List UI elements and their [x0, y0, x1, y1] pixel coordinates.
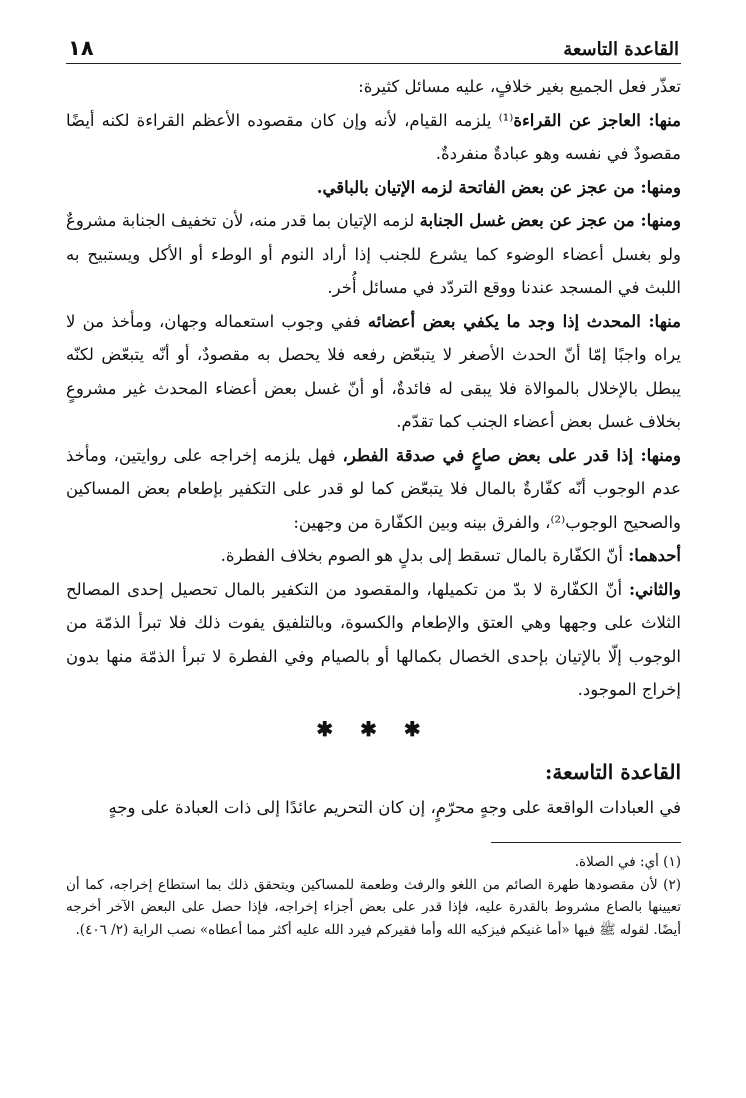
section-heading: القاعدة التاسعة: — [544, 759, 681, 784]
paragraph-text: تعذّر فعل الجميع بغير خلافٍ، عليه مسائل كثيرة: — [358, 77, 681, 96]
section-text: في العبادات الواقعة على وجهٍ محرّمٍ، إن كان التحريم عائدًا إلى ذات العبادة على وجهٍ — [108, 797, 681, 817]
paragraph-lead: ومنها: إذا قدر على بعض صاعٍ في صدقة الفطر، — [342, 445, 681, 465]
section-separator: ✱ ✱ ✱ — [316, 716, 431, 741]
book-page — [66, 28, 681, 1078]
paragraph-lead: والثاني: — [628, 579, 681, 599]
footnote-divider — [491, 842, 681, 843]
page-number: ١٨ — [68, 36, 94, 60]
footnote: (١) أي: في الصلاة. — [574, 854, 681, 870]
footnote: (٢) لأن مقصودها طهرة الصائم من اللغو والرفث وطعمة للمساكين ويتحقق ذلك بما استطاع إخراجه، كما أن تعيينها بالصاع مشروط بالقدرة عليه، فإذا قدر على بعض أجزاء إخراجه، فإذا حصل على البعض الآخر أخرجه أيضًا. لقوله ﷺ فيها «أما غنيكم فيزكيه الله وأما فقيركم فيرد الله عليه أكثر مما أعطاه» نصب الراية (٢/ ٤٠٦). — [66, 876, 681, 938]
paragraph-text: أنّ الكفّارة لا بدّ من تكميلها، والمقصود من التكفير بالمال تحصيل إحدى المصالح الثلاث على وجهها وهي العتق والإطعام والكسوة، وبالتلفيق يفوت ذلك فلا تبرأ الذمّة من الوجوب إلّا بالإتيان بإحدى الخصال بكمالها أو بالصيام وفي الفطرة لا تبرأ الذمّة منها بدون إخراج الموجود. — [66, 579, 681, 699]
paragraph — [66, 204, 681, 305]
paragraph — [66, 573, 681, 707]
paragraph-lead: ومنها: من عجز عن بعض غسل الجنابة — [419, 211, 681, 230]
paragraph-lead: منها: العاجز عن القراءة — [513, 110, 681, 130]
paragraph-text: فهل يلزمه إخراجه على روايتين، ومأخذ عدم الوجوب أنّه كفّارةٌ بالمال فلا يتبعّض كما لو قدر على التكفير بإطعام بعض المساكين والصحيح الوجوب⁽²⁾، والفرق بينه وبين الكفّارة من وجهين: — [66, 445, 681, 532]
paragraph-text: ⁽¹⁾ يلزمه القيام، لأنه وإن كان مقصوده الأعظم القراءة لكنه أيضًا مقصودٌ في نفسه وهو عبادةٌ منفردةٌ. — [66, 110, 681, 163]
page-header — [66, 28, 681, 64]
paragraph — [66, 70, 681, 104]
paragraph-lead: منها: المحدث إذا وجد ما يكفي بعض أعضائه — [367, 311, 681, 331]
paragraph — [66, 439, 681, 540]
paragraph — [66, 171, 681, 205]
paragraph — [66, 104, 681, 171]
paragraph-lead: ومنها: من عجز عن بعض الفاتحة لزمه الإتيان بالباقي. — [316, 177, 681, 197]
main-text — [66, 70, 681, 824]
paragraph-text: لزمه الإتيان بما قدر منه، لأن تخفيف الجنابة مشروعٌ ولو بغسل أعضاء الوضوء كما يشرع للجنب إذا أراد النوم أو الوطء أو الأكل ويستبيح به اللبث في المسجد عندنا ووقع التردّد في مسائل أُخر. — [66, 211, 681, 297]
paragraph-lead: أحدهما: — [628, 546, 681, 565]
paragraph-text: أنّ الكفّارة بالمال تسقط إلى بدلٍ هو الصوم بخلاف الفطرة. — [220, 546, 629, 565]
footnotes — [66, 851, 681, 941]
paragraph-text: ففي وجوب استعماله وجهان، ومأخذ من لا يراه واجبًا إمّا أنّ الحدث الأصغر لا يتبعّض رفعه فلا يحصل به مقصودٌ، أو أنّه يتبعّض لكنّه يبطل بالإخلال بالموالاة فلا يبقى له فائدةٌ، أو أنّ غسل بعض أعضاء المحدث غير مشروعٍ بخلاف غسل بعض أعضاء الجنب كما تقدّم. — [66, 311, 681, 431]
paragraph — [66, 539, 681, 573]
paragraph — [66, 305, 681, 439]
running-title: القاعدة التاسعة — [563, 39, 679, 60]
